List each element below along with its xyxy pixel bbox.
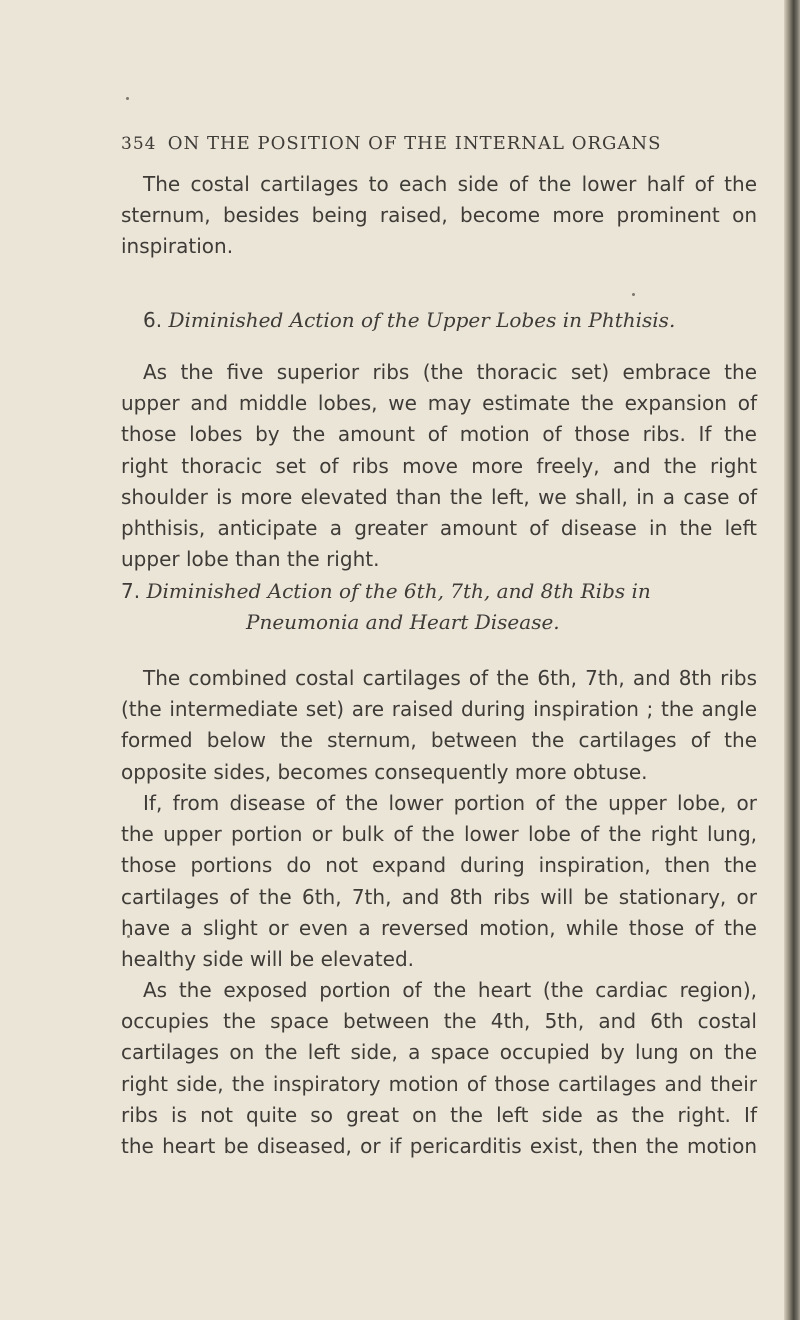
- text-line: cartilages of the 6th, 7th, and 8th ribs will be stationary, or: [121, 884, 757, 909]
- section-6-heading: [143, 305, 675, 336]
- paragraph-five-superior-ribs: [121, 357, 757, 575]
- section-7-heading: [121, 576, 651, 607]
- text-line: The combined costal cartilages of the 6th, 7th, and 8th ribs: [143, 666, 757, 690]
- text-line: phthisis, anticipate a greater amount of disease in the left: [121, 516, 757, 541]
- text-line: opposite sides, becomes consequently more obtuse.: [121, 759, 648, 784]
- text-line: ribs is not quite so great on the left side as the right. If: [121, 1102, 757, 1127]
- paragraph-combined-costal-cartilages: [121, 663, 757, 788]
- text-line: formed below the sternum, between the cartilages of the: [121, 728, 757, 753]
- paragraph-costal-cartilages: [121, 169, 757, 263]
- text-line: have a slight or even a reversed motion, while those of the: [121, 915, 757, 940]
- page-edge-shadow: [784, 0, 800, 1320]
- text-line: those portions do not expand during inspiration, then the: [121, 853, 757, 878]
- text-line: As the exposed portion of the heart (the cardiac region),: [143, 978, 757, 1002]
- paragraph-disease-lower-portion: [121, 788, 757, 975]
- running-header: [121, 133, 681, 154]
- page-number: 354: [121, 134, 157, 154]
- text-line: healthy side will be elevated.: [121, 947, 415, 972]
- paper-speck: [126, 97, 129, 100]
- section-number: 7.: [121, 579, 141, 603]
- text-line: The costal cartilages to each side of the lower half of the: [143, 172, 757, 196]
- text-line: those lobes by the amount of motion of those ribs. If the: [121, 422, 757, 447]
- section-title: Diminished Action of the Upper Lobes in Phthisis.: [168, 308, 676, 332]
- text-line: the upper portion or bulk of the lower lobe of the right lung,: [121, 822, 757, 847]
- section-title-line-1: Diminished Action of the 6th, 7th, and 8th Ribs in: [146, 579, 651, 603]
- section-title-line-2: Pneumonia and Heart Disease.: [246, 610, 560, 634]
- text-line: If, from disease of the lower portion of the upper lobe, or: [143, 791, 757, 815]
- section-number: 6.: [143, 308, 163, 332]
- section-7-heading-line-2: [246, 607, 560, 638]
- text-line: right thoracic set of ribs move more freely, and the right: [121, 453, 757, 478]
- text-line: right side, the inspiratory motion of those cartilages and their: [121, 1071, 757, 1096]
- text-line: (the intermediate set) are raised during inspiration ; the angle: [121, 697, 757, 722]
- text-line: cartilages on the left side, a space occupied by lung on the: [121, 1040, 757, 1065]
- running-title: ON THE POSITION OF THE INTERNAL ORGANS: [167, 133, 662, 154]
- text-line: upper and middle lobes, we may estimate the expansion of: [121, 391, 757, 416]
- paper-speck: [632, 293, 635, 296]
- text-line: shoulder is more elevated than the left, we shall, in a case of: [121, 484, 757, 509]
- text-line: sternum, besides being raised, become more prominent on: [121, 203, 757, 228]
- text-line: upper lobe than the right.: [121, 547, 380, 572]
- text-line: As the five superior ribs (the thoracic set) embrace the: [143, 360, 757, 384]
- text-line: inspiration.: [121, 234, 234, 259]
- paragraph-exposed-heart: [121, 975, 757, 1162]
- text-line: occupies the space between the 4th, 5th, and 6th costal: [121, 1009, 757, 1034]
- text-line: the heart be diseased, or if pericarditis exist, then the motion: [121, 1134, 757, 1159]
